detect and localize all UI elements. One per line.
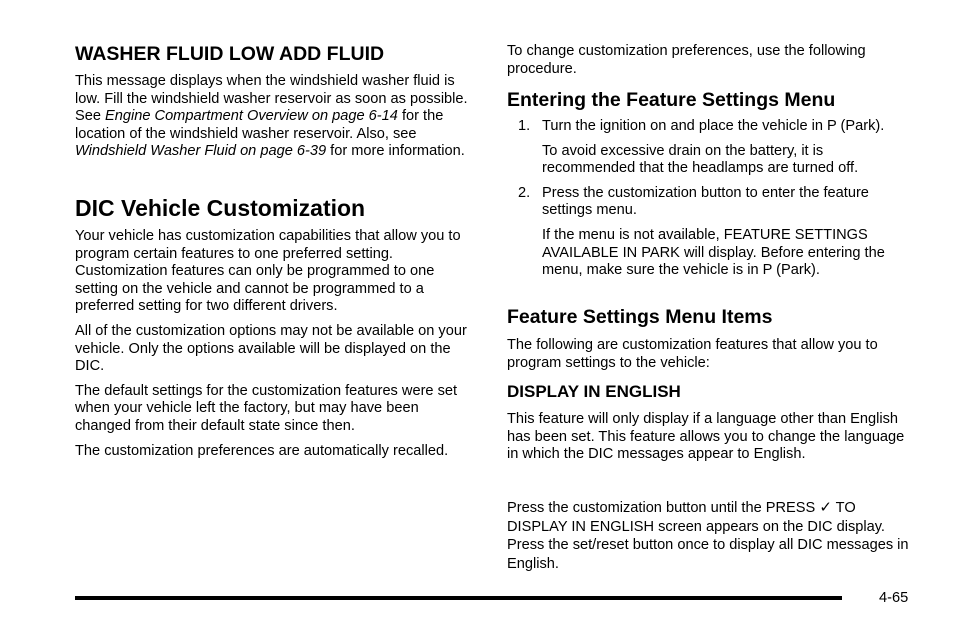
dic-paragraph-3: The default settings for the customization features were set when your vehicle left the factory, but may have been changed from their default state since then. [75,382,458,434]
step-number: 2. [518,184,531,201]
washer-fluid-paragraph [75,73,477,161]
step-item [507,185,909,280]
step-note: If the menu is not available, FEATURE SETTINGS AVAILABLE IN PARK will display. Before entering the menu, make sure the vehicle is in P (Park). [542,226,885,279]
washer-fluid-reference[interactable]: Windshield Washer Fluid on page 6-39 [75,143,327,160]
display-english-paragraph-1: This feature will only display if a language other than English has been set. This feature allows you to change the language in which the DIC messages appear to English. [507,411,905,463]
dic-paragraph-4: The customization preferences are automatically recalled. [75,442,449,459]
procedure-intro: To change customization preferences, use the following procedure. [507,43,866,77]
check-mark-icon: ✓ [819,499,832,516]
washer-text-3: for more information. [326,143,465,160]
steps-list [507,118,909,280]
engine-compartment-reference[interactable]: Engine Compartment Overview on page 6-14 [105,108,398,125]
washer-text-2: for the location of the windshield washer reservoir. Also, see [75,108,444,142]
washer-text-1: This message displays when the windshield washer fluid is low. Fill the windshield washer reservoir as soon as possible. See [75,73,468,125]
display-text-2: TO DISPLAY IN ENGLISH screen appears on the DIC display. Press the set/reset button once to display all DIC messages in English. [507,500,909,572]
dic-customization-heading: DIC Vehicle Customization [75,195,366,221]
step-text: Press the customization button to enter the feature settings menu. [542,184,869,219]
menu-items-heading: Feature Settings Menu Items [507,306,773,328]
dic-paragraph-1: Your vehicle has customization capabilities that allow you to program certain features to one preferred setting. Customization features can only be programmed to one setting on the vehicle and cannot be programmed to a preferred setting for two different drivers. [75,228,461,315]
display-text-1: Press the customization button until the PRESS [507,500,820,516]
footer-rule [75,596,842,600]
menu-items-intro: The following are customization features that allow you to program settings to the vehicle: [507,337,878,371]
entering-menu-heading: Entering the Feature Settings Menu [507,89,836,111]
step-item [507,118,909,178]
washer-fluid-heading: WASHER FLUID LOW ADD FLUID [75,43,385,65]
page-number: 4-65 [879,590,909,606]
step-number: 1. [518,118,531,134]
step-note: To avoid excessive drain on the battery, it is recommended that the headlamps are turned off. [542,142,859,177]
step-text: Turn the ignition on and place the vehicle in P (Park). [542,118,885,134]
display-in-english-heading: DISPLAY IN ENGLISH [507,382,681,401]
dic-customization-body [75,228,477,460]
dic-paragraph-2: All of the customization options may not be available on your vehicle. Only the options available will be displayed on the DIC. [75,322,467,375]
display-english-paragraph-2 [507,499,909,573]
